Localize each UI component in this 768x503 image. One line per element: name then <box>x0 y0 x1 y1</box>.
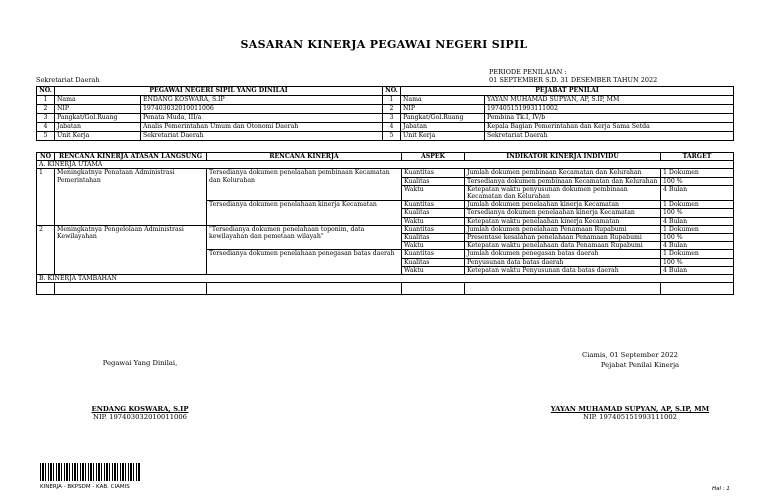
periode-label: PERIODE PENILAIAN : <box>489 68 567 76</box>
indikator-cell: Tersedianya dokumen penelaahan kinerja Kecamatan <box>465 209 661 217</box>
right-nip: NIP. 197405151993111002 <box>583 413 677 421</box>
indikator-cell: Tersedianya dokumen pembinaan Kecamatan dan Kelurahan <box>465 177 661 185</box>
indikator-cell: Jumlah dokumen pembinaan Kecamatan dan Kelurahan <box>465 169 661 177</box>
pegawai-value: Penata Muda, III/a <box>141 114 383 123</box>
rencana-cell: Tersedianya dokumen penelahaan penegasan batas daerah <box>207 250 402 275</box>
target-cell: 4 Bulan <box>661 266 734 274</box>
identity-label: NIP <box>55 105 141 114</box>
aspek-cell: Kuantitas <box>402 225 465 233</box>
target-cell: 1 Dokumen <box>661 201 734 209</box>
aspek-cell: Kuantitas <box>402 201 465 209</box>
barcode-text: KINERJA - BKPSDM - KAB. CIAMIS <box>40 484 130 490</box>
identity-no: 4 <box>383 123 401 132</box>
penilai-value: Pembina Tk.I, IV/b <box>485 114 734 123</box>
section-b: B. KINERJA TAMBAHAN <box>37 275 734 283</box>
col-no: NO <box>37 153 55 161</box>
group-no: 2 <box>37 225 55 274</box>
aspek-cell: Waktu <box>402 266 465 274</box>
rencana-atasan-cell: Meningkatnya Penataan Administrasi Pemerintahan <box>55 169 207 225</box>
left-title: Pegawai Yang Dinilai, <box>102 359 178 367</box>
identity-label: Nama <box>55 96 141 105</box>
empty-cell <box>207 283 402 295</box>
target-cell: 100 % <box>661 177 734 185</box>
target-cell: 1 Dokumen <box>661 225 734 233</box>
empty-cell <box>55 283 207 295</box>
left-name: ENDANG KOSWARA, S.IP <box>91 405 189 413</box>
col-rencana-atasan: RENCANA KINERJA ATASAN LANGSUNG <box>55 153 207 161</box>
identity-no: 5 <box>383 132 401 141</box>
identity-label: Jabatan <box>55 123 141 132</box>
target-cell: 100 % <box>661 258 734 266</box>
indikator-cell: Jumlah dokumen penelaahan kinerja Kecamatan <box>465 201 661 209</box>
aspek-cell: Kualitas <box>402 177 465 185</box>
col-indikator: INDIKATOR KINERJA INDIVIDU <box>465 153 661 161</box>
identity-no: 3 <box>383 114 401 123</box>
kinerja-row <box>37 169 734 177</box>
identity-no: 3 <box>37 114 55 123</box>
identity-row <box>37 114 734 123</box>
kinerja-row <box>37 225 734 233</box>
empty-cell <box>402 283 465 295</box>
place-date: Ciamis, 01 September 2022 <box>582 351 678 359</box>
rencana-cell: "Tersedianya dokumen penelahaan toponim, data kewilayahan dan pemetaan wilayah" <box>207 225 402 250</box>
indikator-cell: Ketepatan waktu penyusunan dokumen pembinaan Kecamatan dan Kelurahan <box>465 185 661 200</box>
empty-cell <box>37 283 55 295</box>
penilai-value: 197405151993111002 <box>485 105 734 114</box>
indikator-cell: Ketepatan waktu Penyusunan data batas daerah <box>465 266 661 274</box>
aspek-cell: Waktu <box>402 242 465 250</box>
aspek-cell: Waktu <box>402 185 465 200</box>
target-cell: 100 % <box>661 209 734 217</box>
kinerja-table <box>36 152 734 295</box>
left-nip: NIP. 197403032010011006 <box>93 413 187 421</box>
rencana-cell: Tersedianya dokumen penelahaan kinerja Kecamatan <box>207 201 402 226</box>
periode-value: 01 SEPTEMBER S.D. 31 DESEMBER TAHUN 2022 <box>489 76 658 84</box>
no-header: NO. <box>383 87 401 96</box>
indikator-cell: Jumlah dokumen penegasan batas daerah <box>465 250 661 258</box>
group-no: 1 <box>37 169 55 225</box>
left-signatory <box>70 405 210 421</box>
unit-left: Sekretariat Daerah <box>36 76 100 84</box>
col-aspek: ASPEK <box>402 153 465 161</box>
identity-label: Nama <box>401 96 485 105</box>
target-cell: 4 Bulan <box>661 242 734 250</box>
penilai-value: Sekretariat Daerah <box>485 132 734 141</box>
identity-no: 1 <box>383 96 401 105</box>
identity-no: 1 <box>37 96 55 105</box>
identity-no: 2 <box>383 105 401 114</box>
aspek-cell: Kuantitas <box>402 169 465 177</box>
pegawai-header: PEGAWAI NEGERI SIPIL YANG DINILAI <box>55 87 383 96</box>
target-cell: 100 % <box>661 234 734 242</box>
aspek-cell: Kualitas <box>402 258 465 266</box>
identity-row <box>37 96 734 105</box>
pegawai-value: Sekretariat Daerah <box>141 132 383 141</box>
identity-no: 4 <box>37 123 55 132</box>
aspek-cell: Kuantitas <box>402 250 465 258</box>
empty-cell <box>465 283 661 295</box>
identity-no: 5 <box>37 132 55 141</box>
indikator-cell: Penyusunan data batas daerah <box>465 258 661 266</box>
identity-label: Pangkat/Gol.Ruang <box>401 114 485 123</box>
identity-label: Pangkat/Gol.Ruang <box>55 114 141 123</box>
target-cell: 4 Bulan <box>661 217 734 225</box>
document-title: SASARAN KINERJA PEGAWAI NEGERI SIPIL <box>240 38 528 51</box>
empty-cell <box>661 283 734 295</box>
aspek-cell: Kualitas <box>402 209 465 217</box>
identity-row <box>37 123 734 132</box>
page-number: Hal : 1 <box>712 486 730 492</box>
penilai-value: Kepala Bagian Pemerintahan dan Kerja Sama Setda <box>485 123 734 132</box>
identity-label: Jabatan <box>401 123 485 132</box>
pegawai-value: Analis Pemerintahan Umum dan Otonomi Daerah <box>141 123 383 132</box>
right-signatory <box>540 405 720 421</box>
indikator-cell: Ketepatan waktu penelaahan kinerja Kecamatan <box>465 217 661 225</box>
aspek-cell: Kualitas <box>402 234 465 242</box>
penilai-header: PEJABAT PENILAI <box>401 87 734 96</box>
target-cell: 1 Dokumen <box>661 169 734 177</box>
identity-label: Unit Kerja <box>401 132 485 141</box>
identity-row <box>37 132 734 141</box>
right-name: YAYAN MUHAMAD SUPYAN, AP, S.IP, MM <box>550 405 710 413</box>
indikator-cell: Presentase kesalahan penelahaan Penamaan Rupabumi <box>465 234 661 242</box>
col-target: TARGET <box>661 153 734 161</box>
right-title: Pejabat Penilai Kinerja <box>600 361 680 369</box>
rencana-atasan-cell: Meningkatnya Pengelolaan Administrasi Kewilayahan <box>55 225 207 274</box>
rencana-cell: Tersedianya dokumen penelaahan pembinaan Kecamatan dan Kelurahan <box>207 169 402 201</box>
identity-label: Unit Kerja <box>55 132 141 141</box>
identity-label: NIP <box>401 105 485 114</box>
no-header: NO. <box>37 87 55 96</box>
identity-row <box>37 105 734 114</box>
identity-no: 2 <box>37 105 55 114</box>
barcode <box>40 463 140 481</box>
col-rencana: RENCANA KINERJA <box>207 153 402 161</box>
pegawai-value: ENDANG KOSWARA, S.IP <box>141 96 383 105</box>
target-cell: 4 Bulan <box>661 185 734 200</box>
target-cell: 1 Dokumen <box>661 250 734 258</box>
indikator-cell: Jumlah dokumen penelahaan Penamaan Rupabumi <box>465 225 661 233</box>
identity-table <box>36 86 734 141</box>
penilai-value: YAYAN MUHAMAD SUPYAN, AP, S.IP, MM <box>485 96 734 105</box>
indikator-cell: Ketepatan waktu penelahaan data Penamaan Rupabumi <box>465 242 661 250</box>
aspek-cell: Waktu <box>402 217 465 225</box>
pegawai-value: 197403032010011006 <box>141 105 383 114</box>
section-a: A. KINERJA UTAMA <box>37 161 734 169</box>
